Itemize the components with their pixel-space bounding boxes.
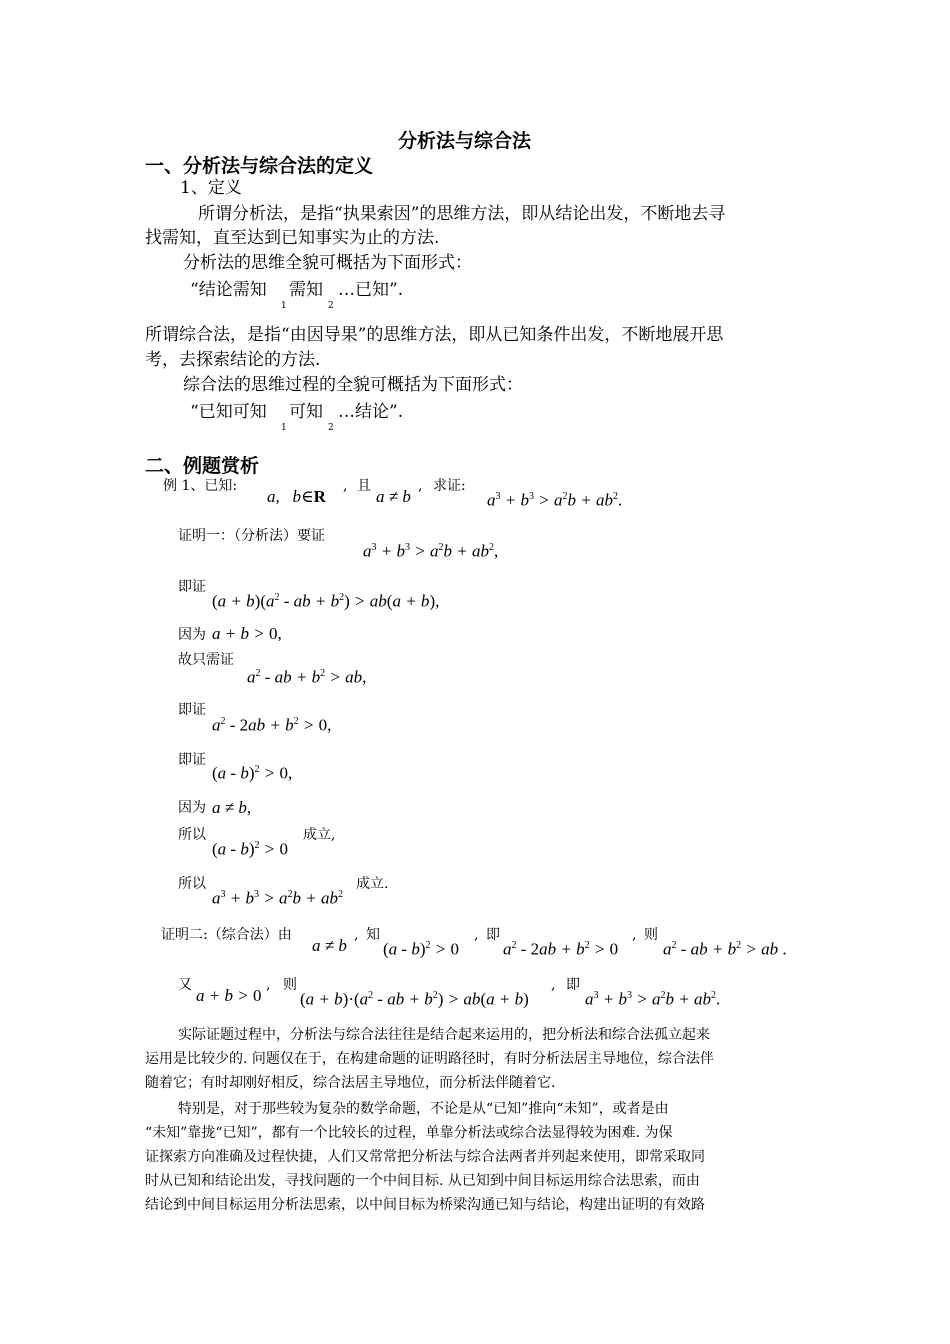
paragraph-2-line4: 时从已知和结论出发，寻找问题的一个中间目标. 从已知到中间目标运用综合法思索，而由 bbox=[145, 1173, 700, 1189]
math-ab-in-R: a, b∈R bbox=[267, 487, 326, 506]
synthesis-form-part3: …结论”. bbox=[338, 402, 404, 422]
step-conclusion: 成立, bbox=[303, 827, 336, 843]
paragraph-2-line2: “未知”靠拢“已知”，都有一个比较长的过程，单靠分析法或综合法显得较为困难. 为保 bbox=[145, 1125, 673, 1141]
section-heading-definition: 一、分析法与综合法的定义 bbox=[145, 155, 374, 177]
math-step7: (a - b)$^2$ > 0 bbox=[212, 839, 288, 859]
example-label: 例 1、已知: bbox=[163, 478, 238, 494]
math-claim: $a^3 + b^3 > a^2b + ab^2$. bbox=[585, 989, 721, 1009]
math-claim: $a^3 + b^3 > a^2b + ab^2$, bbox=[363, 541, 499, 561]
analysis-form-part2: 需知 bbox=[289, 280, 323, 300]
page-title: 分析法与综合法 bbox=[398, 130, 532, 152]
step-label: 因为 bbox=[178, 627, 206, 643]
synthesis-form-part1: “已知可知 bbox=[190, 402, 267, 422]
subscript-2: 2 bbox=[328, 423, 334, 433]
step-label: 故只需证 bbox=[178, 652, 234, 668]
paragraph-1-line2: 运用是比较少的. 问题仅在于，在构建命题的证明路径时，有时分析法居主导地位，综合法伴 bbox=[145, 1051, 714, 1067]
word-know: 知 bbox=[366, 927, 380, 943]
math-step5: (a - b)$^2$ > 0, bbox=[212, 763, 293, 783]
math-step1: $(a + b)(a^2$ - ab + $b^2) > ab(a + b)$, bbox=[212, 591, 440, 611]
proof2-label: 证明二:（综合法）由 bbox=[161, 927, 292, 943]
math-claim: $a^3 + b^3 > a^2b + ab^2$ bbox=[212, 888, 343, 908]
math-square-positive: (a - b)$^2$ > 0 bbox=[383, 939, 459, 959]
comma: , bbox=[418, 478, 423, 494]
paragraph-2-line1: 特别是，对于那些较为复杂的数学命题，不论是从“已知”推向“未知”，或者是由 bbox=[178, 1101, 669, 1117]
word-then: 即 bbox=[566, 977, 580, 993]
synthesis-paragraph-line1: 所谓综合法，是指“由因导果”的思维方法，即从已知条件出发，不断地展开思 bbox=[145, 325, 724, 345]
comma: , bbox=[343, 478, 348, 494]
analysis-paragraph-line2: 找需知，直至达到已知事实为止的方法. bbox=[145, 228, 440, 248]
analysis-form-intro: 分析法的思维全貌可概括为下面形式： bbox=[183, 253, 472, 273]
step-label: 所以 bbox=[178, 876, 206, 892]
step-label: 即证 bbox=[178, 752, 206, 768]
subscript-1: 1 bbox=[281, 423, 287, 433]
paragraph-2-line5: 结论到中间目标运用分析法思索，以中间目标为桥梁沟通已知与结论，构建出证明的有效路 bbox=[145, 1197, 705, 1213]
math-step2: a + b > 0, bbox=[212, 624, 282, 643]
math-claim: $a^3 + b^3 > a^2b + ab^2$. bbox=[487, 490, 623, 510]
comma: , bbox=[474, 927, 479, 943]
word-so: 则 bbox=[644, 927, 658, 943]
step-label: 即证 bbox=[178, 579, 206, 595]
math-a-neq-b: a ≠ b bbox=[312, 936, 347, 955]
analysis-form-part1: “结论需知 bbox=[190, 280, 267, 300]
subscript-2: 2 bbox=[328, 301, 334, 311]
word-then: 即 bbox=[486, 927, 500, 943]
prove-label: 求证: bbox=[433, 478, 466, 494]
word-also: 又 bbox=[178, 977, 192, 993]
step-label: 即证 bbox=[178, 702, 206, 718]
synthesis-paragraph-line2: 考，去探索结论的方法. bbox=[145, 350, 321, 370]
math-expand: $a^2 - 2ab + b^2 > 0$ bbox=[503, 939, 619, 959]
math-sum-positive: a + b > 0 bbox=[196, 986, 262, 1005]
synthesis-form-intro: 综合法的思维过程的全貌可概括为下面形式： bbox=[183, 375, 523, 395]
comma: , bbox=[632, 927, 637, 943]
paragraph-1-line3: 随着它；有时却刚好相反，综合法居主导地位，而分析法伴随着它. bbox=[145, 1075, 556, 1091]
math-step3: $a^2$ - ab + $b^2$ > ab, bbox=[247, 667, 367, 687]
analysis-paragraph-line1: 所谓分析法，是指“执果索因”的思维方法，即从结论出发，不断地去寻 bbox=[198, 204, 726, 224]
word-so: 则 bbox=[283, 977, 297, 993]
section-heading-examples: 二、例题赏析 bbox=[145, 455, 260, 477]
comma: , bbox=[354, 927, 359, 943]
analysis-form-part3: …已知”. bbox=[338, 280, 404, 300]
proof1-label: 证明一：（分析法）要证 bbox=[178, 528, 325, 544]
comma: , bbox=[551, 977, 556, 993]
paragraph-2-line3: 证探索方向准确及过程快捷，人们又常常把分析法与综合法两者并列起来使用，即常采取同 bbox=[145, 1149, 705, 1165]
step-conclusion: 成立. bbox=[356, 876, 389, 892]
math-ineq: $a^2$ - ab + $b^2$ > ab . bbox=[663, 939, 787, 959]
synthesis-form-part2: 可知 bbox=[289, 402, 323, 422]
math-product: $(a + b)\cdot(a^2$ - ab + $b^2) > ab(a + b)$ bbox=[300, 989, 529, 1009]
math-step4: $a^2 - 2ab + b^2 > 0$, bbox=[212, 715, 332, 735]
step-label: 所以 bbox=[178, 827, 206, 843]
and-label: 且 bbox=[357, 478, 371, 494]
subheading-definition: 1、定义 bbox=[180, 178, 242, 198]
step-label: 因为 bbox=[178, 800, 206, 816]
paragraph-1-line1: 实际证题过程中，分析法与综合法往往是结合起来运用的，把分析法和综合法孤立起来 bbox=[178, 1027, 710, 1043]
math-a-neq-b: a ≠ b bbox=[376, 487, 411, 506]
comma: , bbox=[266, 977, 271, 993]
subscript-1: 1 bbox=[281, 301, 287, 311]
math-step6: a ≠ b, bbox=[212, 798, 252, 817]
